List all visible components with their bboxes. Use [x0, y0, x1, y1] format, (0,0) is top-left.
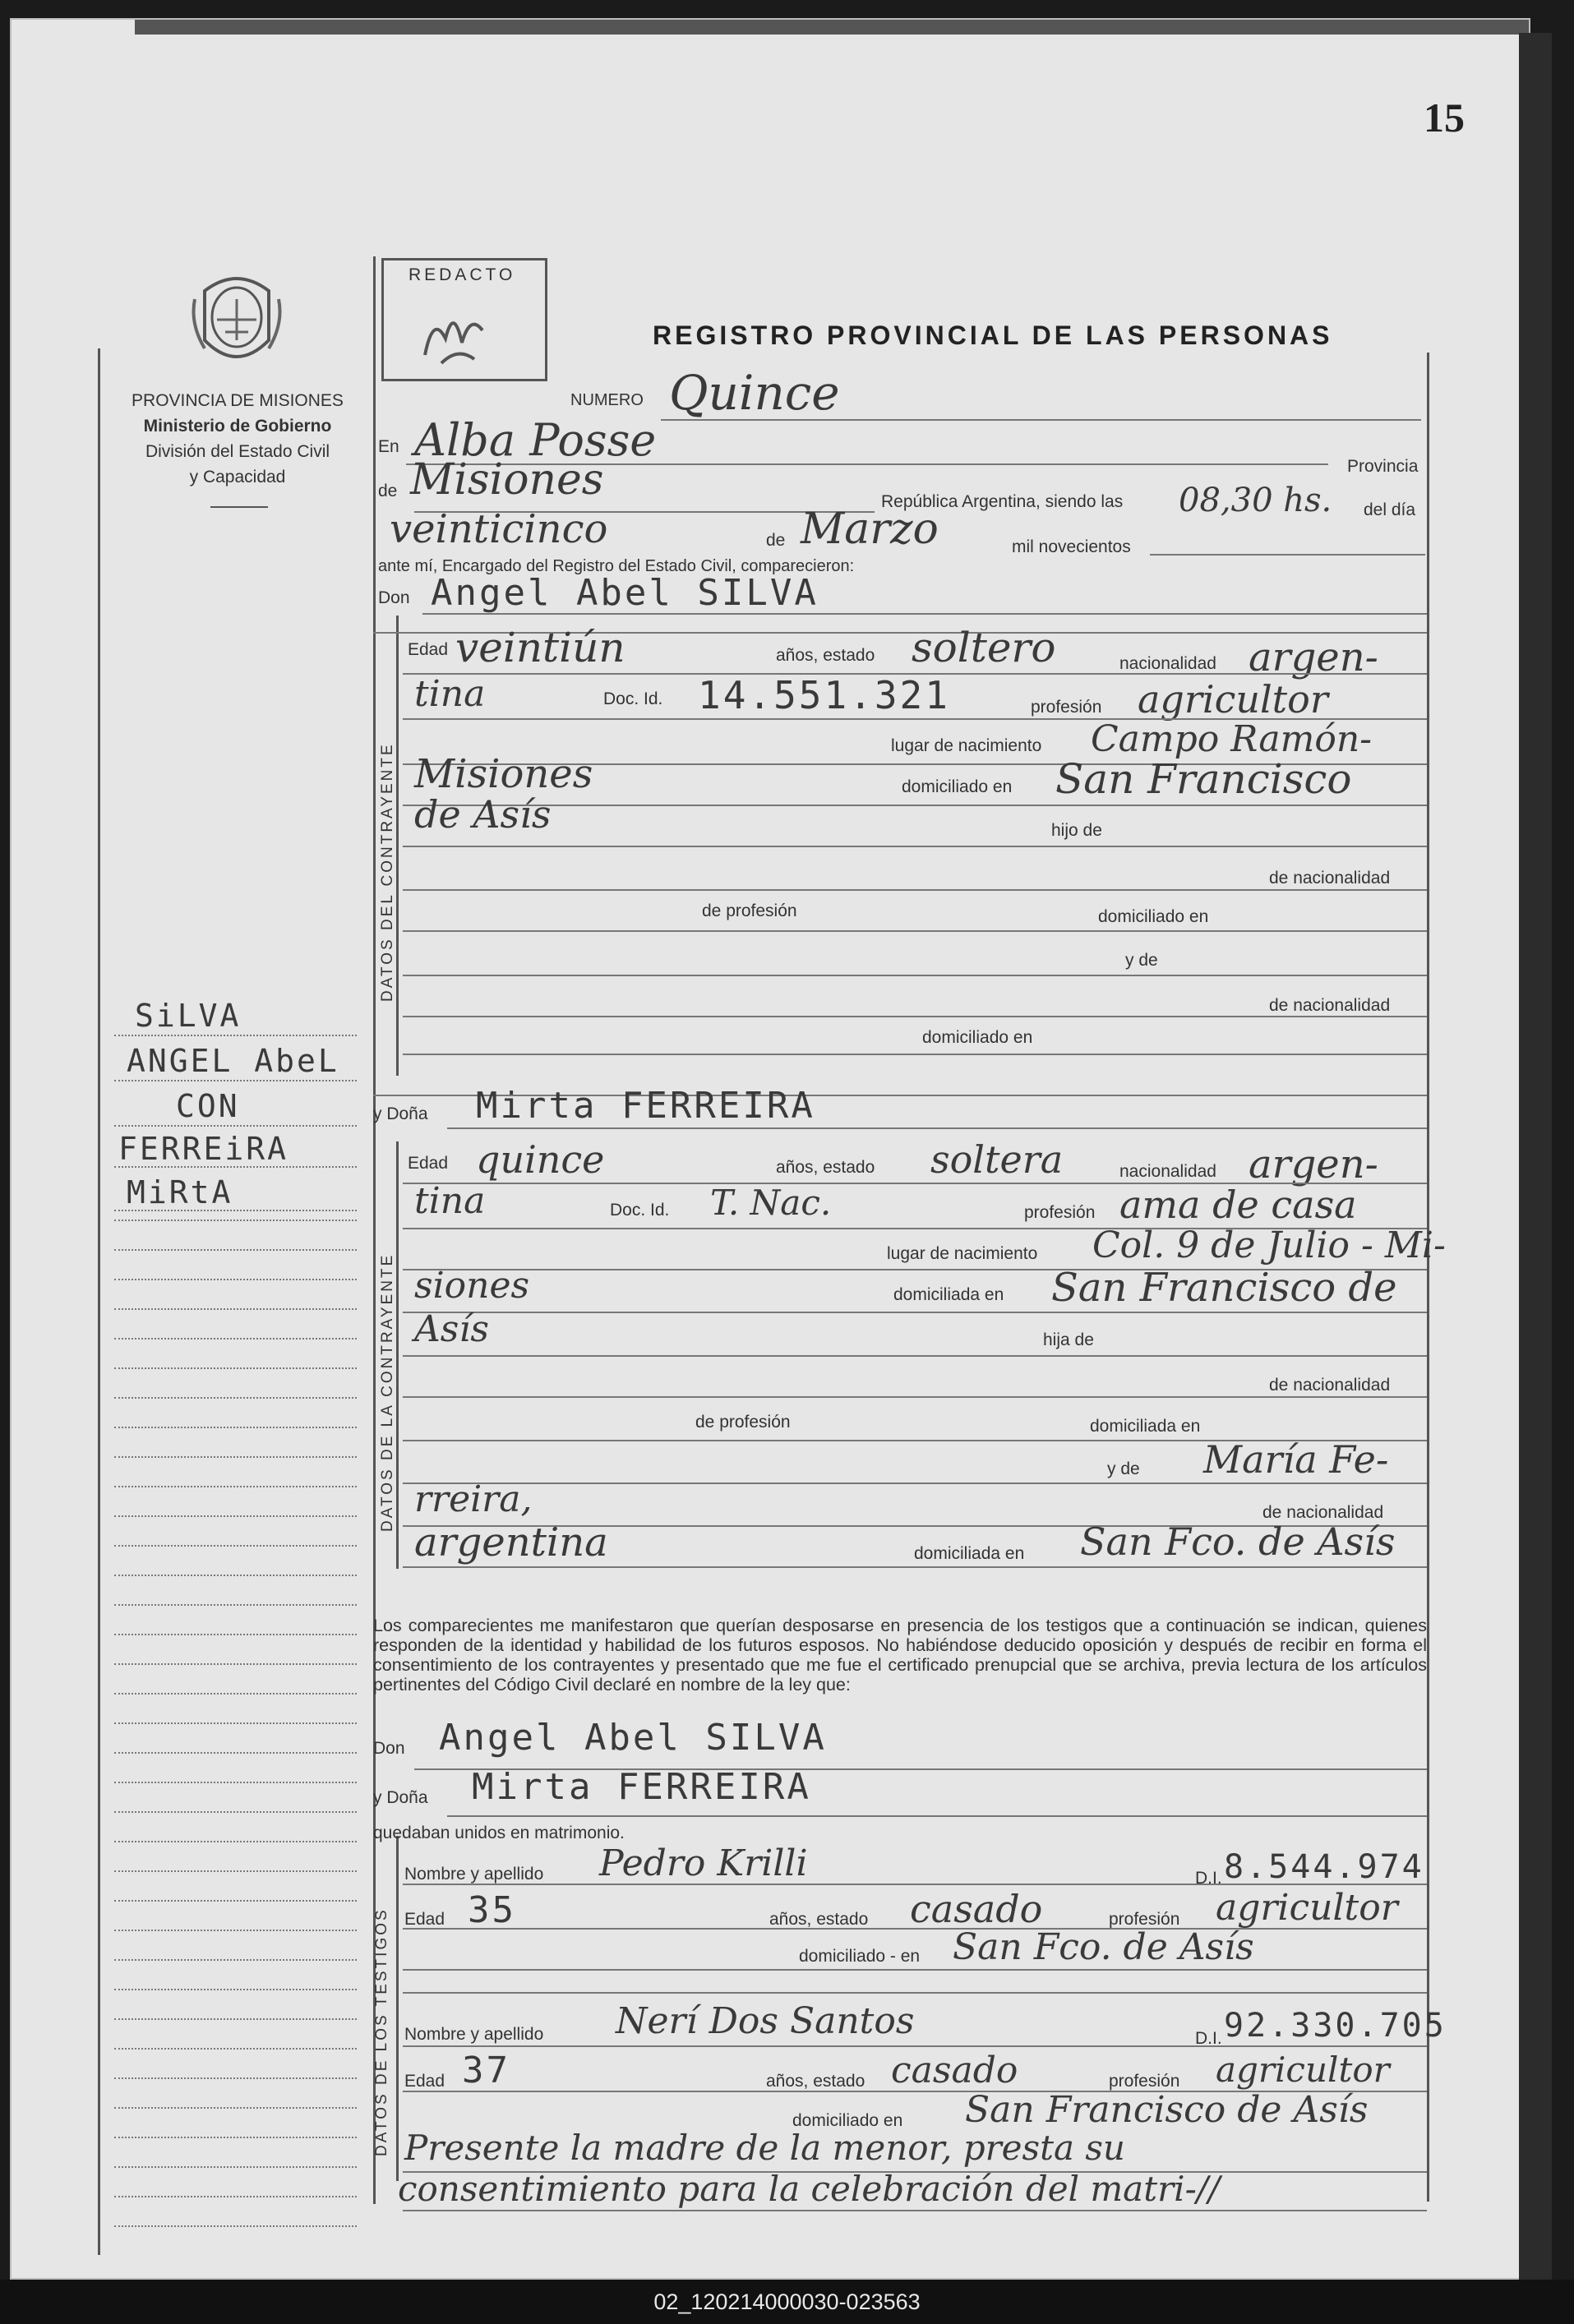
bride-residence: San Francisco de [1051, 1265, 1397, 1311]
margin-column [98, 348, 372, 2255]
profesion-label-3: profesión [1109, 1910, 1180, 1929]
margin-dotted-line [114, 1959, 357, 1961]
margin-dotted-line [114, 1663, 357, 1665]
witness1-name: Pedro Krilli [599, 1842, 808, 1884]
mother-name: María Fe- [1203, 1437, 1389, 1482]
margin-dotted-line [114, 2048, 357, 2050]
margin-dotted-line [114, 2196, 357, 2197]
nombre-apellido-label-2: Nombre y apellido [404, 2025, 544, 2044]
testigos-frame-line [396, 1836, 399, 2181]
margin-dotted-line [114, 1456, 357, 1458]
groom-section-label: DATOS DEL CONTRAYENTE [379, 742, 396, 1002]
month-value: Marzo [801, 505, 939, 554]
witness-section-label: DATOS DE LOS TESTIGOS [373, 1907, 390, 2156]
nombre-apellido-label: Nombre y apellido [404, 1865, 544, 1884]
profesion-label-4: profesión [1109, 2072, 1180, 2091]
bride-name-2: Mirta FERREIRA [472, 1766, 811, 1808]
margin-dotted-line [114, 1722, 357, 1724]
capacity-label: y Capacidad [189, 468, 286, 486]
note-line-2: consentimiento para la celebración del matri-// [398, 2169, 1221, 2209]
di-label-2: D.I. [1195, 2029, 1222, 2048]
bride-nationality-cont: tina [414, 1180, 486, 1222]
witness1-di: 8.544.974 [1224, 1848, 1424, 1886]
margin-dotted-line [114, 1811, 357, 1813]
margin-bride-surname: FERREiRA [118, 1131, 289, 1167]
de-profesion-label-2: de profesión [695, 1413, 791, 1432]
margin-dotted-line [114, 1397, 357, 1399]
bride-residence-cont: Asís [414, 1308, 490, 1350]
margin-dotted-line [114, 1035, 357, 1036]
margin-dotted-line [114, 1080, 357, 1081]
doc-id-label: Doc. Id. [603, 689, 663, 708]
margin-dotted-line [114, 1989, 357, 1990]
domiciliado-en-label-2: domiciliado en [1098, 907, 1209, 926]
don-label-2: Don [373, 1739, 405, 1758]
anos-estado-label: años, estado [776, 646, 875, 665]
witness2-residence: San Francisco de Asís [965, 2089, 1369, 2131]
margin-dotted-line [114, 2225, 357, 2227]
domiciliado-en-label-5: domiciliado en [792, 2111, 903, 2130]
del-dia-label: del día [1364, 500, 1416, 519]
edad-label: Edad [408, 640, 449, 659]
domiciliado-en-label: domiciliado en [902, 777, 1013, 796]
domiciliada-en-label: domiciliada en [893, 1285, 1004, 1304]
margin-dotted-line [114, 2166, 357, 2168]
ministry-label: Ministerio de Gobierno [143, 417, 332, 436]
province-value: Misiones [410, 455, 604, 505]
margin-dotted-line [114, 1279, 357, 1280]
margin-dotted-line [114, 1900, 357, 1902]
document-page [10, 18, 1530, 2280]
anos-estado-label-3: años, estado [769, 1910, 869, 1929]
margin-dotted-line [114, 2018, 357, 2020]
margin-dotted-line [114, 1575, 357, 1576]
margin-surname: SiLVA [135, 998, 242, 1034]
edad-label-4: Edad [404, 2072, 445, 2091]
margin-dotted-line [114, 1486, 357, 1487]
day-value: veinticinco [390, 506, 608, 552]
groom-residence: San Francisco [1055, 755, 1352, 803]
de-label-2: de [766, 531, 786, 550]
bride-profession: ama de casa [1119, 1183, 1357, 1227]
margin-dotted-line [114, 1220, 357, 1221]
domiciliada-en-label-2: domiciliada en [1090, 1417, 1201, 1436]
margin-dotted-line [114, 1308, 357, 1310]
hijo-de-label: hijo de [1051, 821, 1102, 840]
ante-mi-label: ante mí, Encargado del Registro del Estado Civil, comparecieron: [378, 557, 855, 575]
edad-label-2: Edad [408, 1154, 449, 1173]
margin-dotted-line [114, 2137, 357, 2138]
margin-dotted-line [114, 1338, 357, 1340]
margin-dotted-line [114, 1427, 357, 1428]
margin-dotted-line [114, 1930, 357, 1931]
redacto-signature [417, 297, 499, 371]
margin-dotted-line [114, 1752, 357, 1754]
don-label: Don [378, 588, 410, 607]
groom-residence-cont: de Asís [414, 792, 552, 837]
margin-con: CON [176, 1088, 240, 1124]
hour-value: 08,30 hs. [1179, 482, 1332, 519]
division-label: División del Estado Civil [145, 442, 330, 461]
groom-marital-status: soltero [912, 624, 1056, 671]
domiciliado-en-label-3: domiciliado en [922, 1028, 1033, 1047]
domiciliado-en-label-4: domiciliado - en [799, 1947, 921, 1966]
margin-dotted-line [114, 1782, 357, 1783]
doc-id-label-2: Doc. Id. [610, 1201, 670, 1220]
bride-nationality: argen- [1249, 1141, 1378, 1187]
bride-name: Mirta FERREIRA [476, 1085, 815, 1127]
anos-estado-label-2: años, estado [776, 1158, 875, 1177]
image-id-footer: 02_120214000030-023563 [0, 2280, 1574, 2324]
margin-given-names: ANGEL AbeL [127, 1043, 339, 1079]
witness2-name: Nerí Dos Santos [616, 2000, 915, 2042]
de-nacionalidad-label-2: de nacionalidad [1269, 996, 1391, 1015]
redacto-label: REDACTO [409, 265, 516, 284]
bride-birthplace: Col. 9 de Julio - Mi- [1092, 1224, 1446, 1266]
bride-doc-id: T. Nac. [710, 1183, 832, 1223]
right-frame-line [1427, 353, 1429, 2202]
anos-estado-label-4: años, estado [766, 2072, 865, 2091]
domiciliada-en-label-3: domiciliada en [914, 1544, 1025, 1563]
witness1-residence: San Fco. de Asís [953, 1926, 1254, 1968]
redacto-box [381, 258, 547, 381]
bride-age: quince [476, 1137, 605, 1182]
mother-residence: San Fco. de Asís [1080, 1519, 1396, 1564]
mother-nationality: argentina [414, 1519, 608, 1565]
declaration-paragraph: Los comparecientes me manifestaron que querían desposarse en presencia de los testigos que a continuación se indican, quienes responden de la identidad y habilidad de los futuros esposos. No habiéndose deducido oposición y después de recibir en forma el consentimiento de los contrayentes y presentado que me fue el certificado prenupcial que se archiva, previa lectura de los artículos pertinentes del Código Civil declaré en nombre de la ley que: [373, 1616, 1427, 1695]
document-title: REGISTRO PROVINCIAL DE LAS PERSONAS [653, 320, 1333, 350]
groom-birthplace: Campo Ramón- [1091, 718, 1373, 760]
book-edge [1519, 33, 1552, 2285]
bride-marital-status: soltera [930, 1137, 1064, 1182]
groom-nationality: argen- [1249, 634, 1378, 680]
groom-birthplace-cont: Misiones [414, 751, 593, 797]
nacionalidad-label-2: nacionalidad [1119, 1162, 1216, 1181]
margin-dotted-line [114, 2107, 357, 2109]
margin-dotted-line [114, 1634, 357, 1635]
lugar-nacimiento-label: lugar de nacimiento [891, 736, 1042, 755]
groom-age: veintiún [455, 624, 625, 671]
province-label: PROVINCIA DE MISIONES [132, 391, 344, 410]
de-label: de [378, 482, 398, 500]
margin-dotted-line [114, 1125, 357, 1127]
hija-de-label: hija de [1043, 1330, 1094, 1349]
quedaban-label: quedaban unidos en matrimonio. [373, 1824, 625, 1842]
di-label: D.I. [1195, 1869, 1222, 1888]
lugar-nacimiento-label-2: lugar de nacimiento [887, 1244, 1038, 1263]
en-label: En [378, 437, 399, 456]
margin-dotted-line [114, 1870, 357, 1872]
margin-dotted-line [114, 1210, 357, 1211]
note-line-1: Presente la madre de la menor, presta su [404, 2128, 1125, 2168]
profesion-label-2: profesión [1024, 1203, 1096, 1222]
groom-name: Angel Abel SILVA [431, 572, 819, 614]
witness1-marital-status: casado [910, 1887, 1043, 1931]
groom-doc-id: 14.551.321 [698, 673, 950, 717]
profesion-label: profesión [1031, 698, 1102, 717]
y-dona-label-2: y Doña [373, 1788, 428, 1807]
witness2-profession: agricultor [1216, 2050, 1390, 2090]
witness1-age: 35 [468, 1889, 516, 1931]
mil-novecientos-label: mil novecientos [1012, 537, 1131, 556]
margin-dotted-line [114, 1693, 357, 1695]
y-de-label: y de [1125, 951, 1158, 970]
numero-label: NUMERO [570, 391, 644, 409]
numero-value: Quince [669, 365, 840, 421]
de-nacionalidad-label-4: de nacionalidad [1262, 1503, 1384, 1522]
nacionalidad-label: nacionalidad [1119, 654, 1216, 673]
margin-dotted-line [114, 1604, 357, 1606]
page-top-edge [135, 20, 1530, 35]
y-de-label-2: y de [1107, 1459, 1140, 1478]
page-number: 15 [1424, 95, 1465, 141]
de-nacionalidad-label: de nacionalidad [1269, 869, 1391, 888]
witness2-age: 37 [462, 2050, 510, 2091]
margin-dotted-line [114, 1841, 357, 1842]
bride-section-label: DATOS DE LA CONTRAYENTE [379, 1252, 396, 1532]
mother-name-cont: rreira, [414, 1478, 533, 1520]
groom-profession: agricultor [1138, 677, 1328, 722]
republica-label: República Argentina, siendo las [881, 492, 1124, 511]
groom-name-2: Angel Abel SILVA [439, 1717, 827, 1759]
de-nacionalidad-label-3: de nacionalidad [1269, 1376, 1391, 1395]
margin-dotted-line [114, 1545, 357, 1547]
margin-dotted-line [114, 2077, 357, 2079]
de-profesion-label: de profesión [702, 901, 797, 920]
edad-label-3: Edad [404, 1910, 445, 1929]
place-value: Alba Posse [414, 414, 657, 466]
bride-birthplace-cont: siones [414, 1265, 530, 1307]
witness2-di: 92.330.705 [1224, 2007, 1447, 2045]
witness2-marital-status: casado [891, 2050, 1018, 2091]
margin-bride-name: MiRtA [127, 1174, 233, 1210]
margin-dotted-line [114, 1515, 357, 1517]
witness1-profession: agricultor [1216, 1887, 1398, 1929]
groom-nationality-cont: tina [414, 673, 486, 715]
margin-dotted-line [114, 1249, 357, 1251]
y-dona-label: y Doña [373, 1104, 428, 1123]
provincia-label: Provincia [1347, 457, 1419, 476]
margin-dotted-line [114, 1367, 357, 1369]
margin-dotted-line [114, 1166, 357, 1168]
